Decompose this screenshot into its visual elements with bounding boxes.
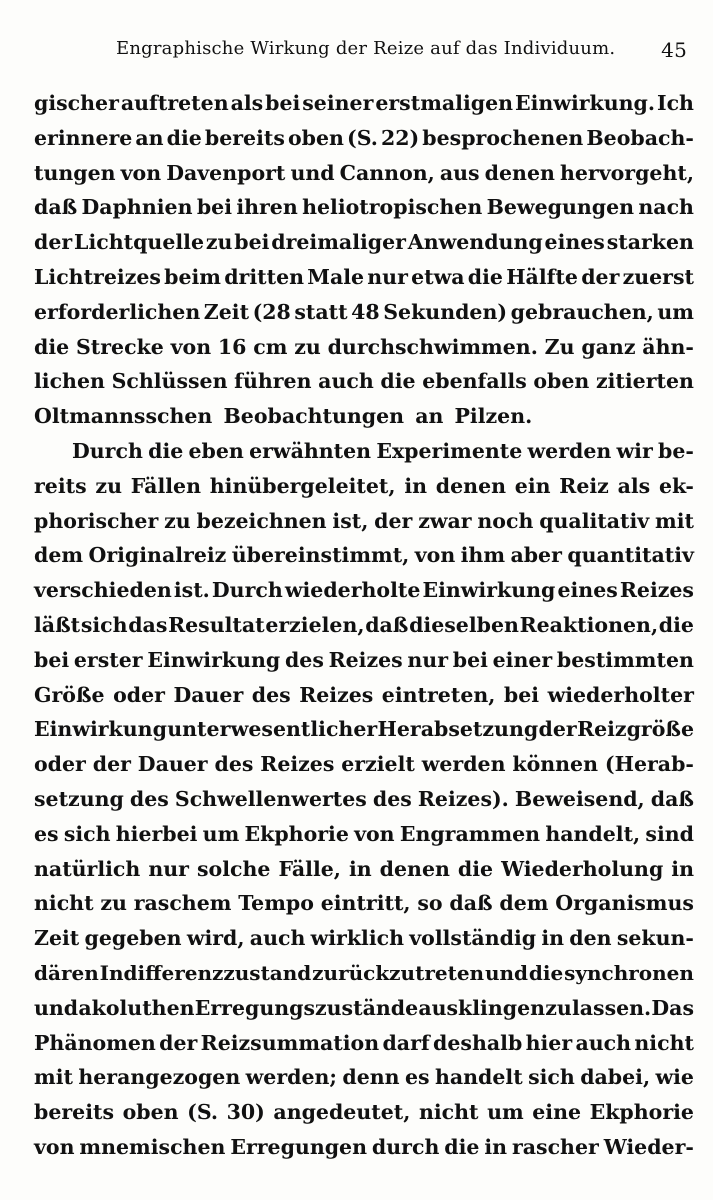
word: besprochenen: [422, 125, 584, 150]
word: sich: [63, 821, 111, 846]
word: bereits: [204, 125, 285, 150]
word: eintreten,: [381, 682, 496, 707]
word: zu: [205, 230, 233, 255]
word: das: [128, 612, 168, 637]
word: sind: [645, 821, 694, 846]
word: ganz: [581, 334, 636, 359]
word: beim: [164, 264, 221, 289]
word: Sekunden): [383, 299, 508, 324]
word: dären: [34, 960, 99, 985]
word: wiederholte: [284, 578, 421, 603]
text-line: [34, 886, 694, 921]
word: Reizes: [619, 578, 694, 603]
word: hier: [525, 1030, 573, 1055]
word: erwähnten: [249, 438, 372, 463]
word: dreimaliger: [271, 230, 406, 255]
text-line: [34, 782, 694, 817]
word: Bewegungen: [486, 195, 635, 220]
word: bei: [196, 195, 232, 220]
word: gebrauchen,: [510, 299, 654, 324]
word: oder: [34, 752, 86, 777]
text-line: [34, 364, 694, 399]
text-line: [34, 817, 694, 852]
text-line: [34, 504, 694, 539]
word: bei: [503, 682, 540, 707]
word: nur: [407, 647, 449, 672]
word: Male: [307, 264, 365, 289]
word: unter: [167, 717, 231, 742]
word: die: [444, 1134, 480, 1159]
word: zu: [164, 508, 191, 533]
word: nur: [367, 264, 408, 289]
running-title: Engraphische Wirkung der Reize auf das Individuum.: [116, 38, 616, 59]
word: vollständig: [409, 926, 537, 951]
word: etwa: [411, 264, 465, 289]
word: denn: [342, 1065, 400, 1090]
word: synchronen: [564, 960, 694, 985]
word: wesentlicher: [230, 717, 378, 742]
word: quantitativ: [567, 543, 694, 568]
word: bereits: [34, 1100, 115, 1125]
text-line: Oltmannsschen Beobachtungen an Pilzen.: [34, 404, 533, 429]
word: Strecke: [75, 334, 164, 359]
text-line: [34, 643, 694, 678]
word: Originalreiz: [88, 543, 227, 568]
word: raschem: [133, 891, 232, 916]
word: nach: [638, 195, 694, 220]
word: die: [528, 960, 564, 985]
word: ihm: [460, 543, 506, 568]
text-line: [34, 921, 694, 956]
word: Hälfte: [506, 264, 578, 289]
word: verschieden: [34, 578, 172, 603]
word: bestimmten: [556, 647, 694, 672]
word: von: [414, 543, 456, 568]
word: hervorgeht,: [559, 160, 694, 185]
word: Ekphorie: [244, 821, 349, 846]
text-line: [34, 330, 694, 365]
word: Zeit: [203, 299, 250, 324]
word: hinübergeleitet,: [209, 473, 396, 498]
word: 22): [380, 125, 420, 150]
word: bei: [452, 647, 488, 672]
word: hierbei: [115, 821, 198, 846]
word: 48: [351, 299, 380, 324]
word: Ich: [656, 91, 694, 115]
word: qualitativ: [539, 508, 650, 533]
text-line: [34, 1130, 694, 1165]
word: eintritt,: [320, 891, 411, 916]
word: so: [417, 891, 443, 916]
text-line: [34, 956, 694, 991]
word: Reizes: [328, 647, 403, 672]
word: der: [34, 230, 73, 255]
word: um: [657, 299, 694, 324]
word: mnemischen: [79, 1134, 226, 1159]
word: Durch: [211, 578, 283, 603]
word: aber: [510, 543, 562, 568]
word: ek-: [658, 473, 694, 498]
word: eines: [557, 578, 618, 603]
word: die: [380, 369, 416, 394]
word: Reizes: [260, 752, 335, 777]
word: seiner: [302, 91, 374, 115]
word: die: [457, 856, 494, 881]
text-line: [34, 852, 694, 887]
word: Tempo: [238, 891, 314, 916]
word: sich: [528, 1065, 575, 1090]
word: daß: [650, 786, 694, 811]
word: des: [214, 752, 254, 777]
text-line: [34, 86, 694, 121]
word: Phänomen: [34, 1030, 156, 1055]
word: (Herab-: [604, 752, 694, 777]
word: an: [135, 125, 164, 150]
word: bezeichnen: [196, 508, 327, 533]
word: Experimente: [376, 438, 523, 463]
word: Dauer: [137, 752, 208, 777]
word: von: [170, 334, 212, 359]
word: herangezogen: [78, 1065, 241, 1090]
word: zwar: [418, 508, 472, 533]
word: zu: [545, 995, 572, 1020]
word: Einwirkung: [422, 578, 556, 603]
word: Wieder-: [603, 1134, 694, 1159]
text-line: [34, 469, 694, 504]
word: Schlüssen: [111, 369, 228, 394]
word: gegeben: [84, 926, 182, 951]
word: Fälle,: [278, 856, 341, 881]
word: Beobach-: [586, 125, 694, 150]
word: daß: [34, 195, 78, 220]
word: statt: [294, 299, 348, 324]
word: zurückzutreten: [312, 960, 485, 985]
word: phorischer: [34, 508, 159, 533]
word: erzielt: [341, 752, 415, 777]
word: auftreten: [120, 91, 229, 115]
word: Anwendung: [407, 230, 543, 255]
word: (28: [252, 299, 291, 324]
word: ist.: [173, 578, 210, 603]
word: Indifferenzzustand: [99, 960, 312, 985]
word: Beweisend,: [514, 786, 645, 811]
word: 30): [226, 1100, 265, 1125]
word: aus: [439, 160, 480, 185]
word: von: [34, 1134, 75, 1159]
word: die: [166, 125, 202, 150]
word: Reizgröße: [577, 717, 694, 742]
word: reits: [34, 473, 87, 498]
word: Herabsetzung: [377, 717, 539, 742]
word: mit: [34, 1065, 73, 1090]
text-line: [34, 608, 694, 643]
word: wir: [616, 438, 653, 463]
text-line: [34, 121, 694, 156]
word: läßt: [34, 612, 81, 637]
word: oben: [122, 1100, 179, 1125]
word: der: [159, 1030, 198, 1055]
running-head: [34, 38, 693, 68]
word: Einwirkung: [147, 647, 281, 672]
word: nicht: [418, 1100, 479, 1125]
word: zu: [100, 891, 127, 916]
word: rascher: [511, 1134, 599, 1159]
word: solche: [196, 856, 271, 881]
word: des: [372, 786, 412, 811]
word: in: [404, 473, 428, 498]
text-line: [34, 190, 694, 225]
word: Einwirkung: [34, 717, 167, 742]
word: sich: [80, 612, 128, 637]
word: oben: [533, 369, 590, 394]
word: wird,: [186, 926, 245, 951]
word: wiederholter: [547, 682, 694, 707]
word: Reizes: [299, 682, 374, 707]
word: oben: [287, 125, 344, 150]
word: die: [658, 612, 694, 637]
word: bei: [265, 91, 301, 115]
word: ähn-: [642, 334, 694, 359]
text-line: [34, 573, 694, 608]
word: von: [354, 821, 395, 846]
word: tungen: [34, 160, 116, 185]
text-line: [34, 260, 694, 295]
word: werden;: [245, 1065, 337, 1090]
word: es: [34, 821, 59, 846]
word: erforderlichen: [34, 299, 201, 324]
word: in: [484, 1134, 508, 1159]
word: eben: [188, 438, 244, 463]
text-line: [34, 295, 694, 330]
word: erinnere: [34, 125, 133, 150]
word: auch: [575, 1030, 632, 1055]
text-line: [34, 678, 694, 713]
word: wie: [655, 1065, 694, 1090]
word: (S.: [187, 1100, 219, 1125]
word: Daphnien: [81, 195, 193, 220]
word: auch: [249, 926, 306, 951]
word: die: [34, 334, 70, 359]
word: des: [284, 647, 324, 672]
word: durchschwimmen.: [327, 334, 538, 359]
word: Das: [651, 995, 694, 1020]
word: Reizsummation: [200, 1030, 380, 1055]
word: nicht: [34, 891, 94, 916]
word: be-: [658, 438, 694, 463]
word: setzung: [34, 786, 124, 811]
word: 16: [217, 334, 247, 359]
word: Reaktionen,: [519, 612, 659, 637]
word: die: [148, 438, 184, 463]
word: zitierten: [595, 369, 694, 394]
word: als: [617, 473, 651, 498]
word: ebenfalls: [422, 369, 527, 394]
word: und: [34, 995, 79, 1020]
word: angedeutet,: [273, 1100, 411, 1125]
word: Organismus: [555, 891, 694, 916]
word: zuerst: [622, 264, 694, 289]
word: können: [512, 752, 598, 777]
word: ist,: [332, 508, 369, 533]
word: erstmaligen: [375, 91, 514, 115]
body-text: [34, 86, 694, 1165]
word: Resultat: [168, 612, 265, 637]
word: in: [348, 856, 372, 881]
text-line: [34, 434, 694, 469]
word: Dauer: [173, 682, 244, 707]
text-line: [34, 1060, 694, 1095]
word: dieselben: [409, 612, 519, 637]
word: des: [129, 786, 169, 811]
word: dritten: [224, 264, 305, 289]
word: Schwellenwertes: [174, 786, 367, 811]
text-line: [34, 225, 694, 260]
text-line: [34, 1095, 694, 1130]
word: bei: [234, 230, 270, 255]
word: um: [487, 1100, 524, 1125]
word: der: [374, 508, 413, 533]
word: in: [671, 856, 694, 881]
word: dabei,: [580, 1065, 651, 1090]
word: Einwirkung.: [514, 91, 656, 115]
page-number: 45: [661, 38, 687, 62]
word: Engrammen: [399, 821, 541, 846]
word: gischer: [34, 91, 119, 115]
word: lassen.: [571, 995, 652, 1020]
word: Durch: [72, 438, 143, 463]
word: akoluthen: [78, 995, 195, 1020]
word: nur: [148, 856, 189, 881]
word: dem: [499, 891, 549, 916]
word: darf: [382, 1030, 430, 1055]
word: ihren: [236, 195, 298, 220]
word: mit: [655, 508, 694, 533]
word: die: [467, 264, 503, 289]
word: starken: [606, 230, 694, 255]
word: Lichtquelle: [74, 230, 204, 255]
word: Lichtreizes: [34, 264, 161, 289]
word: Erregungen: [230, 1134, 368, 1159]
word: Zeit: [34, 926, 80, 951]
word: daß: [449, 891, 493, 916]
word: den: [569, 926, 612, 951]
text-line: [34, 538, 694, 573]
word: sekun-: [616, 926, 694, 951]
text-line: [34, 747, 694, 782]
word: ausklingen: [418, 995, 546, 1020]
text-line: [34, 1026, 694, 1061]
word: Reiz: [559, 473, 609, 498]
word: der: [92, 752, 131, 777]
text-line: [34, 991, 694, 1026]
word: lichen: [34, 369, 105, 394]
word: wirklich: [310, 926, 405, 951]
word: einer: [492, 647, 553, 672]
word: eine: [532, 1100, 582, 1125]
word: und: [484, 960, 529, 985]
word: übereinstimmt,: [231, 543, 410, 568]
word: um: [202, 821, 240, 846]
word: natürlich: [34, 856, 141, 881]
word: des: [251, 682, 291, 707]
word: noch: [477, 508, 534, 533]
word: (S.: [347, 125, 378, 150]
word: in: [541, 926, 565, 951]
word: der: [538, 717, 577, 742]
word: heliotropischen: [302, 195, 483, 220]
word: erster: [73, 647, 143, 672]
text-line: [34, 712, 694, 747]
text-line: [34, 156, 694, 191]
word: eines: [544, 230, 605, 255]
word: von: [120, 160, 162, 185]
word: Reizes).: [417, 786, 509, 811]
word: denen: [484, 160, 555, 185]
word: Zu: [544, 334, 575, 359]
word: denen: [379, 856, 450, 881]
word: oder: [113, 682, 165, 707]
word: als: [230, 91, 264, 115]
word: deshalb: [433, 1030, 523, 1055]
word: zu: [95, 473, 122, 498]
word: ein: [514, 473, 551, 498]
word: führen: [234, 369, 312, 394]
word: der: [581, 264, 620, 289]
word: daß: [365, 612, 409, 637]
word: bei: [34, 647, 70, 672]
word: Davenport: [166, 160, 286, 185]
word: werden: [421, 752, 506, 777]
word: Erregungszustände: [194, 995, 419, 1020]
word: Fällen: [130, 473, 201, 498]
word: zu: [294, 334, 321, 359]
word: cm: [253, 334, 288, 359]
word: Ekphorie: [589, 1100, 694, 1125]
word: und: [290, 160, 335, 185]
word: nicht: [634, 1030, 694, 1055]
word: durch: [371, 1134, 440, 1159]
word: Cannon,: [339, 160, 435, 185]
word: erzielen,: [265, 612, 365, 637]
word: handelt,: [545, 821, 641, 846]
word: dem: [34, 543, 84, 568]
word: auch: [318, 369, 374, 394]
word: Größe: [34, 682, 105, 707]
word: werden: [527, 438, 612, 463]
word: handelt: [434, 1065, 523, 1090]
word: denen: [435, 473, 507, 498]
word: es: [404, 1065, 430, 1090]
word: Wiederholung: [501, 856, 664, 881]
